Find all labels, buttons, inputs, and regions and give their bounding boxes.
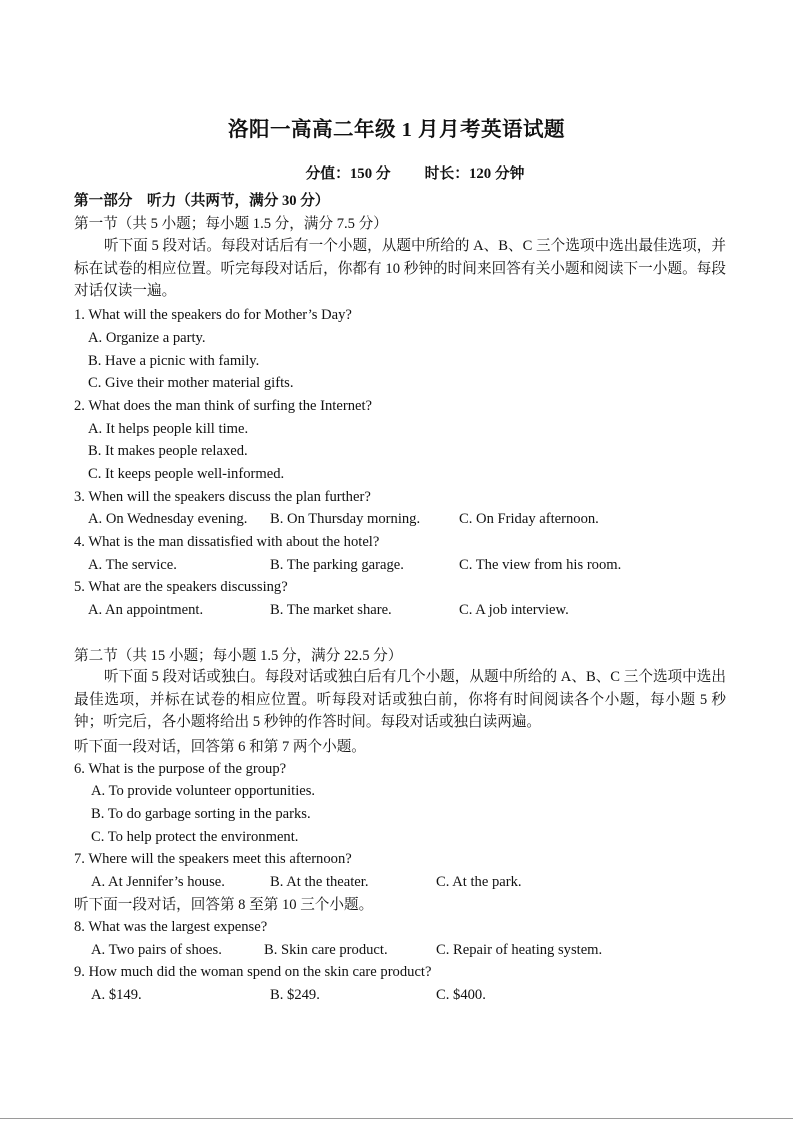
question-3-stem: 3. When will the speakers discuss the plan further? <box>74 489 371 505</box>
section2-heading: 第二节（共 15 小题；每小题 1.5 分，满分 22.5 分） <box>74 648 403 664</box>
part1-heading: 第一部分 听力（共两节，满分 30 分） <box>74 193 330 209</box>
question-5-option-c: C. A job interview. <box>459 602 569 618</box>
time-info: 时长：120 分钟 <box>424 166 525 182</box>
question-7-stem: 7. Where will the speakers meet this afternoon? <box>74 851 352 867</box>
question-9-option-b: B. $249. <box>270 987 320 1003</box>
section2-instructions <box>74 666 726 734</box>
question-1-option-a: A. Organize a party. <box>88 330 206 346</box>
question-3-option-a: A. On Wednesday evening. <box>88 511 248 527</box>
group-2-instruction: 听下面一段对话，回答第 8 至第 10 三个小题。 <box>74 897 374 913</box>
page-bottom-border <box>0 1118 793 1119</box>
question-9-option-c: C. $400. <box>436 987 486 1003</box>
question-6-stem: 6. What is the purpose of the group? <box>74 761 287 777</box>
section1-heading: 第一节（共 5 小题；每小题 1.5 分，满分 7.5 分） <box>74 216 388 232</box>
question-2-option-a: A. It helps people kill time. <box>88 421 249 437</box>
question-3-option-c: C. On Friday afternoon. <box>459 511 599 527</box>
question-8-option-a: A. Two pairs of shoes. <box>91 942 222 958</box>
question-6-option-b: B. To do garbage sorting in the parks. <box>91 806 311 822</box>
question-9-option-a: A. $149. <box>91 987 142 1003</box>
question-5-option-b: B. The market share. <box>270 602 392 618</box>
section1-instructions <box>74 235 726 303</box>
question-5-stem: 5. What are the speakers discussing? <box>74 579 288 595</box>
question-5-option-a: A. An appointment. <box>88 602 204 618</box>
question-1-stem: 1. What will the speakers do for Mother’s Day? <box>74 307 352 323</box>
section1-instructions-text: 听下面 5 段对话。每段对话后有一个小题，从题中所给的 A、B、C 三个选项中选出最佳选项，并标在试卷的相应位置。听完每段对话后，你都有 10 秒钟的时间来回答有关小题和阅读下一小题。每段对话仅读一遍。 <box>74 238 726 300</box>
section2-instructions-text: 听下面 5 段对话或独白。每段对话或独白后有几个小题，从题中所给的 A、B、C 三个选项中选出最佳选项，并标在试卷的相应位置。听每段对话或独白前，你将有时间阅读各个小题，每小题 5 秒钟；听完后，各小题将给出 5 秒钟的作答时间。每段对话或独白读两遍。 <box>74 669 726 731</box>
question-8-option-b: B. Skin care product. <box>264 942 388 958</box>
question-4-stem: 4. What is the man dissatisfied with about the hotel? <box>74 534 380 550</box>
score-info: 分值：150 分 <box>305 166 391 182</box>
question-8-option-c: C. Repair of heating system. <box>436 942 603 958</box>
group-1-instruction: 听下面一段对话，回答第 6 和第 7 两个小题。 <box>74 739 366 755</box>
question-4-option-b: B. The parking garage. <box>270 557 404 573</box>
question-9-stem: 9. How much did the woman spend on the skin care product? <box>74 964 432 980</box>
question-7-option-b: B. At the theater. <box>270 874 369 890</box>
question-4-option-a: A. The service. <box>88 557 177 573</box>
question-3-option-b: B. On Thursday morning. <box>270 511 421 527</box>
question-6-option-c: C. To help protect the environment. <box>91 829 299 845</box>
question-1-option-b: B. Have a picnic with family. <box>88 353 260 369</box>
exam-title: 洛阳一高高二年级 1 月月考英语试题 <box>228 119 565 141</box>
question-7-option-c: C. At the park. <box>436 874 522 890</box>
question-4-option-c: C. The view from his room. <box>459 557 622 573</box>
question-2-option-c: C. It keeps people well-informed. <box>88 466 285 482</box>
question-6-option-a: A. To provide volunteer opportunities. <box>91 783 316 799</box>
question-2-stem: 2. What does the man think of surfing the Internet? <box>74 398 373 414</box>
question-8-stem: 8. What was the largest expense? <box>74 919 268 935</box>
question-1-option-c: C. Give their mother material gifts. <box>88 375 294 391</box>
question-7-option-a: A. At Jennifer’s house. <box>91 874 225 890</box>
exam-subtitle <box>0 162 793 183</box>
question-2-option-b: B. It makes people relaxed. <box>88 443 248 459</box>
